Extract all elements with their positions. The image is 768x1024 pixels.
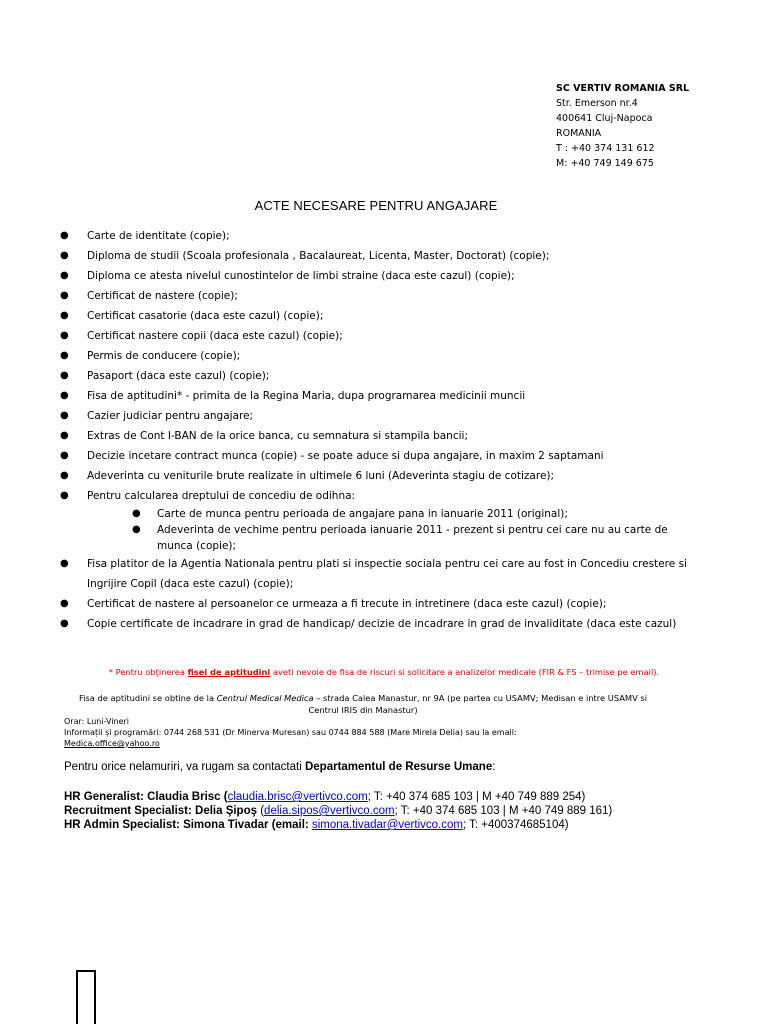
medical-center-name: Centrul Medical Medica [216,693,314,703]
bullet-icon: ● [60,450,69,461]
schedule-contacts: Informații și programări: 0744 268 531 (Dr Minerva Muresan) sau 0744 884 588 (Mare Mirela Delia) sau la email: [64,728,517,737]
hr-email-link[interactable]: claudia.brisc@vertivco.com [227,791,368,803]
hr-contact-row: HR Generalist: Claudia Brisc (claudia.brisc@vertivco.com; T: +40 374 685 103 | M +40 749 889 254) [64,791,586,803]
medical-center-info: Fisa de aptitudini se obtine de la Centrul Medical Medica – strada Calea Manastur, nr 9A (pe partea cu USAMV; Medisan e intre USAMV si Centrul IRIS din Manastur) [78,693,648,715]
list-item: ● Certificat casatorie (daca este cazul) (copie); [60,306,700,326]
bullet-icon: ● [60,490,69,501]
bullet-icon: ● [60,618,69,629]
list-item: ● Certificat de nastere (copie); [60,286,700,306]
aptitude-note-highlight: fisei de aptitudini [187,667,271,677]
bullet-icon: ● [60,430,69,441]
bullet-icon: ● [60,390,69,401]
bullet-icon: ● [60,370,69,381]
medical-email-link[interactable]: Medica.office@yahoo.ro [64,739,160,748]
bullet-icon: ● [60,250,69,261]
bullet-icon: ● [60,598,69,609]
list-item: ● Fisa de aptitudini* - primita de la Regina Maria, dupa programarea medicinii muncii [60,386,700,406]
company-address [556,81,689,171]
contact-prompt: Pentru orice nelamuriri, va rugam sa contactati Departamentul de Resurse Umane: [64,761,496,773]
list-item: ● Adeverinta cu veniturile brute realizate in ultimele 6 luni (Adeverinta stagiu de cotizare); [60,466,700,486]
list-item: ● Certificat de nastere al persoanelor ce urmeaza a fi trecute in intretinere (daca este cazul) (copie); [60,594,700,614]
list-item: ● Permis de conducere (copie); [60,346,700,366]
bullet-icon: ● [60,350,69,361]
bullet-icon: ● [60,310,69,321]
company-phone: T : +40 374 131 612 [556,143,655,154]
documents-list [60,226,700,634]
list-item: ● Certificat nastere copii (daca este cazul) (copie); [60,326,700,346]
empty-frame [76,970,96,1024]
aptitude-note: * Pentru obţinerea fisei de aptitudini aveti nevoie de fisa de riscuri si solicitare a analizelor medicale (FIR & FS – trimise pe email). [108,667,660,677]
bullet-icon: ● [60,470,69,481]
list-item: ● Carte de identitate (copie); [60,226,700,246]
bullet-icon: ● [132,524,141,535]
sub-list-item: ● Adeverinta de vechime pentru perioada ianuarie 2011 - prezent si pentru cei care nu au carte de munca (copie); [132,524,668,552]
list-item: ● Diploma ce atesta nivelul cunostintelor de limbi straine (daca este cazul) (copie); [60,266,700,286]
hr-contact-row: HR Admin Specialist: Simona Tivadar (email: simona.tivadar@vertivco.com; T: +400374685104) [64,819,569,831]
list-item: ● Pasaport (daca este cazul) (copie); [60,366,700,386]
hr-email-link[interactable]: delia.sipos@vertivco.com [264,805,395,817]
hr-contact-row: Recruitment Specialist: Delia Şipoş (delia.sipos@vertivco.com; T: +40 374 685 103 | M +40 749 889 161) [64,805,613,817]
list-item: ● Cazier judiciar pentru angajare; [60,406,700,426]
list-item: ● Pentru calcularea dreptului de concediu de odihna: ● Carte de munca pentru perioada de angajare pana in ianuarie 2011 (original); ● Adeverinta de vechime pentru perioada ianuarie 2011 - prezent si pentru cei care nu au carte de munca (copie); [60,486,700,554]
company-street: Str. Emerson nr.4 [556,98,638,109]
sub-list [87,506,700,554]
company-country: ROMANIA [556,128,602,139]
bullet-icon: ● [60,290,69,301]
bullet-icon: ● [60,558,69,569]
sub-list-item: ● Carte de munca pentru perioada de angajare pana in ianuarie 2011 (original); [132,508,568,520]
bullet-icon: ● [132,508,141,519]
document-title: ACTE NECESARE PENTRU ANGAJARE [254,198,498,213]
list-item: ● Copie certificate de incadrare in grad de handicap/ decizie de incadrare in grad de invaliditate (daca este cazul) [60,614,700,634]
schedule-info [64,716,517,749]
hr-email-link[interactable]: simona.tivadar@vertivco.com [311,819,463,831]
bullet-icon: ● [60,410,69,421]
schedule-hours: Orar: Luni-Vineri [64,717,129,726]
company-name: SC VERTIV ROMANIA SRL [556,83,690,94]
bullet-icon: ● [60,330,69,341]
list-item: ● Decizie incetare contract munca (copie) - se poate aduce si dupa angajare, in maxim 2 saptamani [60,446,700,466]
hr-department: Departamentul de Resurse Umane [304,761,493,773]
list-item: ● Diploma de studii (Scoala profesionala , Bacalaureat, Licenta, Master, Doctorat) (copie); [60,246,700,266]
company-city: 400641 Cluj-Napoca [556,113,653,124]
bullet-icon: ● [60,230,69,241]
company-mobile: M: +40 749 149 675 [556,158,654,169]
list-item: ● Extras de Cont I-BAN de la orice banca, cu semnatura si stampila bancii; [60,426,700,446]
hr-contacts [64,790,612,832]
bullet-icon: ● [60,270,69,281]
list-item: ● Fisa platitor de la Agentia Nationala pentru plati si inspectie sociala pentru cei care au fost in Concediu crestere si Ingrijire Copil (daca este cazul) (copie); [60,554,700,594]
